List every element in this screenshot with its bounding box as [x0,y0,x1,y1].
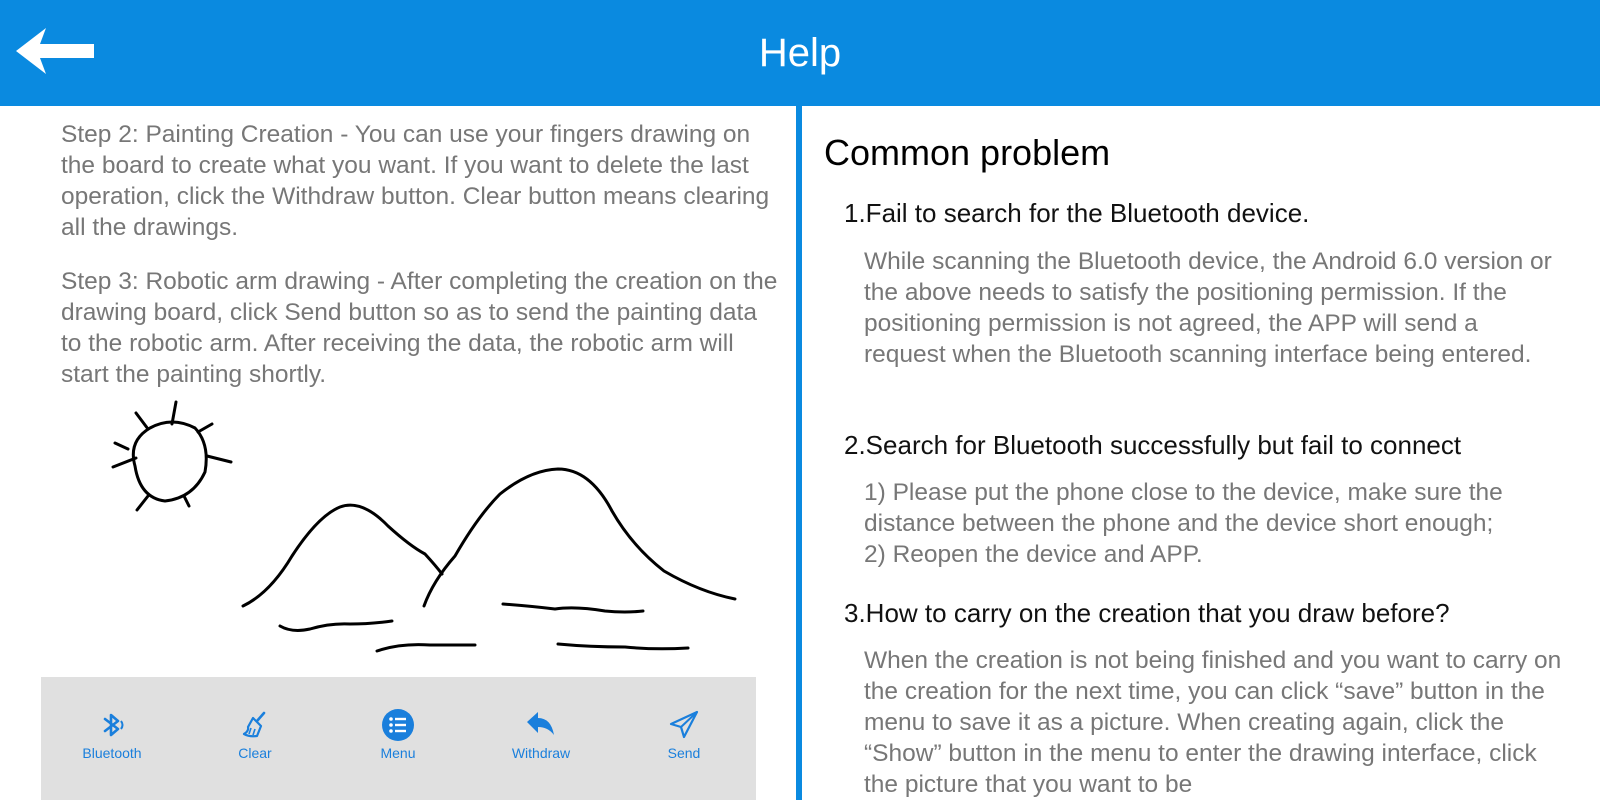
clear-label: Clear [238,745,272,761]
undo-arrow-icon [523,707,559,743]
step-3-text: Step 3: Robotic arm drawing - After completing the creation on the drawing board, click Send button so as to send the painting data to the robotic arm. After receiving the data, the robotic arm will start the painting shortly. [61,268,778,388]
menu-button[interactable] [348,707,448,761]
faq-question-2: 2.Search for Bluetooth successfully but fail to connect [844,430,1462,460]
step-2-text: Step 2: Painting Creation - You can use your fingers drawing on the board to create what you want. If you want to delete the last operation, click the Withdraw button. Clear button means clearing all the drawings. [61,121,770,241]
menu-label: Menu [380,745,416,761]
common-problem-title: Common problem [824,132,1111,173]
example-drawing [0,106,796,677]
withdraw-button[interactable] [491,707,591,761]
bluetooth-button[interactable] [62,707,162,761]
faq-answer-2-line-2: 2) Reopen the device and APP. [864,541,1203,568]
send-button[interactable] [634,707,734,761]
withdraw-label: Withdraw [511,745,571,761]
drawing-toolbar [41,677,756,800]
faq-answer-1: While scanning the Bluetooth device, the Android 6.0 version or the above needs to satisfy the positioning permission. If the positioning permission is not agreed, the APP will send a request when the Bluetooth scanning interface being entered. [864,248,1552,368]
faq-answer-2-line-1: 1) Please put the phone close to the device, make sure the distance between the phone and the device short enough; [864,479,1503,537]
faq-question-3: 3.How to carry on the creation that you draw before? [844,598,1450,628]
broom-icon [237,707,273,743]
bluetooth-icon [94,707,130,743]
common-problem-panel [802,106,1600,800]
paper-plane-icon [666,707,702,743]
faq-question-1: 1.Fail to search for the Bluetooth device. [844,198,1310,228]
app-header [0,0,1600,106]
faq-answer-3: When the creation is not being finished and you want to carry on the creation for the next time, you can click “save” button in the menu to save it as a picture. When creating again, click the “Show” button in the menu to enter the drawing interface, click the picture that you want to be [864,647,1562,798]
clear-button[interactable] [205,707,305,761]
bluetooth-label: Bluetooth [82,745,142,761]
send-label: Send [667,745,701,761]
page-title: Help [758,31,842,75]
help-steps-panel [0,106,796,800]
menu-list-icon [380,707,416,743]
faq-answer-2 [864,477,1564,570]
